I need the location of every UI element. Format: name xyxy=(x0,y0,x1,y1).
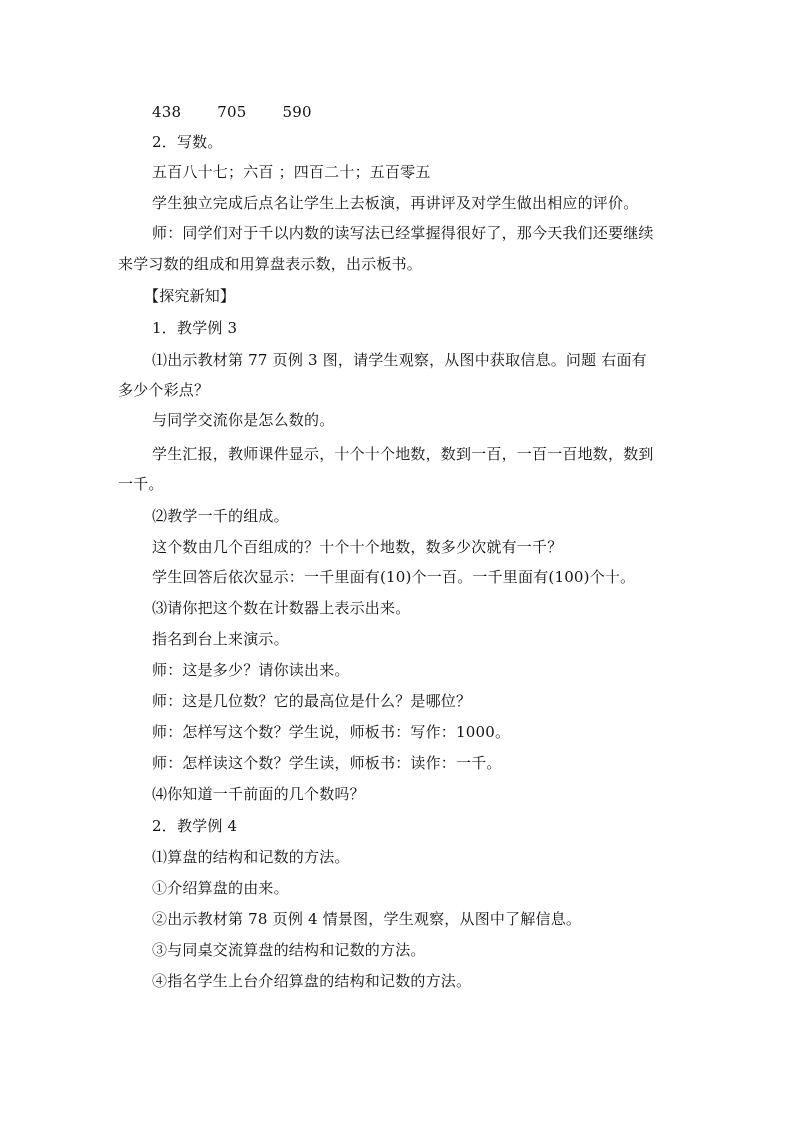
paragraph-line: ⑵教学一千的组成。 xyxy=(152,507,289,525)
paragraph-line: ⑶请你把这个数在计数器上表示出来。 xyxy=(152,599,411,617)
write-numbers-items: 五百八十七；六百 ；四百二十；五百零五 xyxy=(152,163,431,181)
paragraph-line: ①介绍算盘的由来。 xyxy=(152,879,289,897)
number-3: 590 xyxy=(282,103,312,121)
paragraph-line: 来学习数的组成和用算盘表示数，出示板书。 xyxy=(118,255,423,273)
paragraph-line: 这个数由几个百组成的？十个十个地数，数多少次就有一千？ xyxy=(152,538,563,556)
paragraph-line: 学生独立完成后点名让学生上去板演，再讲评及对学生做出相应的评价。 xyxy=(152,194,639,212)
section-heading-example-3: 1．教学例 3 xyxy=(152,319,238,337)
paragraph-line: 师：这是多少？请你读出来。 xyxy=(152,661,350,679)
paragraph-line: ⑷你知道一千前面的几个数吗？ xyxy=(152,785,365,803)
paragraph-line: ②出示教材第 78 页例 4 情景图，学生观察，从图中了解信息。 xyxy=(152,910,582,928)
paragraph-line: 学生回答后依次显示：一千里面有(10)个一百。一千里面有(100)个十。 xyxy=(152,568,636,586)
paragraph-line: 学生汇报，教师课件显示，十个十个地数，数到一百，一百一百地数，数到 xyxy=(152,445,654,463)
paragraph-line: ⑴算盘的结构和记数的方法。 xyxy=(152,848,350,866)
section-heading-example-4: 2．教学例 4 xyxy=(152,817,238,835)
number-2: 705 xyxy=(217,103,247,121)
paragraph-line: 指名到台上来演示。 xyxy=(152,630,289,648)
paragraph-line: 师：同学们对于千以内数的读写法已经掌握得很好了，那今天我们还要继续 xyxy=(152,224,654,242)
paragraph-line: 多少个彩点？ xyxy=(118,381,210,399)
paragraph-line: 师：怎样读这个数？学生读，师板书：读作：一千。 xyxy=(152,754,502,772)
paragraph-line: ⑴出示教材第 77 页例 3 图，请学生观察，从图中获取信息。问题 右面有 xyxy=(152,351,647,369)
paragraph-line: 一千。 xyxy=(118,475,164,493)
paragraph-line: ④指名学生上台介绍算盘的结构和记数的方法。 xyxy=(152,972,472,990)
section-heading-write-numbers: 2．写数。 xyxy=(152,133,223,151)
number-1: 438 xyxy=(152,103,182,121)
section-heading-explore: 【探究新知】 xyxy=(144,287,236,305)
paragraph-line: ③与同桌交流算盘的结构和记数的方法。 xyxy=(152,941,426,959)
paragraph-line: 与同学交流你是怎么数的。 xyxy=(152,411,335,429)
paragraph-line: 师：这是几位数？它的最高位是什么？是哪位？ xyxy=(152,692,472,710)
numbers-row xyxy=(152,102,312,122)
paragraph-line: 师：怎样写这个数？学生说，师板书：写作：1000。 xyxy=(152,723,511,741)
